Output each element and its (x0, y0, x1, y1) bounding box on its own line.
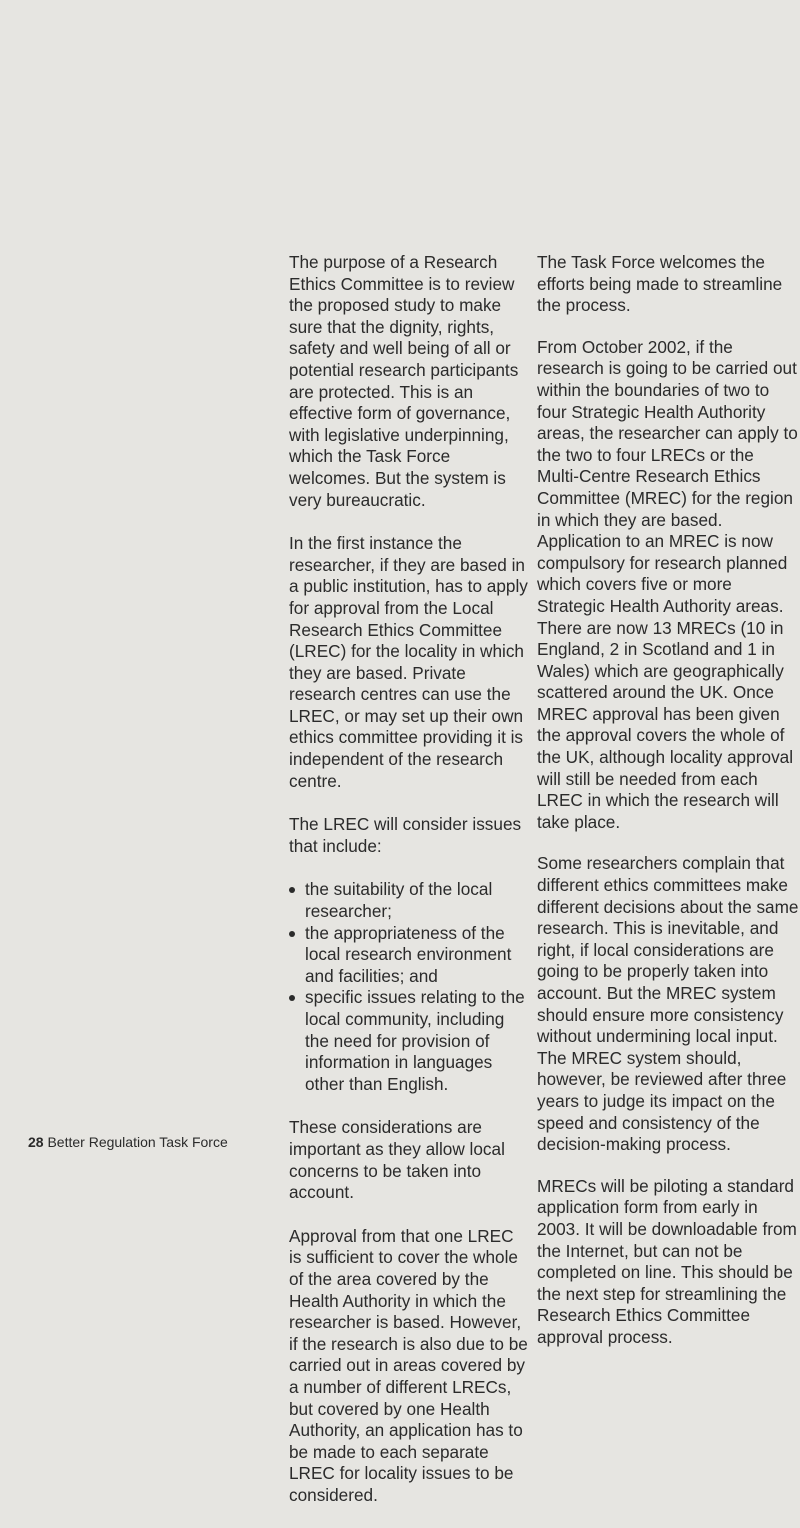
list-item-text: the suitability of the local researcher; (305, 879, 493, 922)
body-paragraph: In the first instance the researcher, if they are based in a public institution, has to apply for approval from the Local Research Ethics Committee (LREC) for the locality in which they are based. Private research centres can use the LREC, or may set up their own ethics committee providing it is independent of the research centre. (289, 533, 528, 791)
body-paragraph: The purpose of a Research Ethics Committee is to review the proposed study to make sure that the dignity, rights, safety and well being of all or potential research participants are protected. This is an effective form of governance, with legislative underpinning, which the Task Force welcomes. But the system is very bureaucratic. (289, 252, 519, 510)
list-item (289, 879, 529, 922)
bullet-icon (289, 995, 295, 1001)
body-paragraph: Some researchers complain that different ethics committees make different decisions about the same research. This is inevitable, and right, if local considerations are going to be properly taken into account. But the MREC system should ensure more consistency without undermining local input. The MREC system should, however, be reviewed after three years to judge its impact on the speed and consistency of the decision-making process. (537, 853, 799, 1155)
body-paragraph: MRECs will be piloting a standard application form from early in 2003. It will be downloadable from the Internet, but can not be completed on line. This should be the next step for streamlining the Research Ethics Committee approval process. (537, 1175, 797, 1347)
right-column (537, 252, 799, 1369)
list-item (289, 923, 529, 988)
list-item (289, 987, 529, 1095)
left-column (289, 252, 529, 1528)
publication-name: Better Regulation Task Force (47, 1134, 228, 1150)
body-paragraph: Approval from that one LREC is sufficient to cover the whole of the area covered by the Health Authority in which the researcher is based. However, if the research is also due to be carried out in areas covered by a number of different LRECs, but covered by one Health Authority, an application has to be made to each separate LREC for locality issues to be considered. (289, 1225, 528, 1505)
body-paragraph: These considerations are important as they allow local concerns to be taken into account. (289, 1117, 505, 1203)
bullet-icon (289, 887, 295, 893)
list-item-text: specific issues relating to the local community, including the need for provision of information in languages other than English. (305, 987, 525, 1094)
page-footer (28, 1134, 228, 1150)
page-number: 28 (28, 1134, 44, 1150)
bullet-icon (289, 931, 295, 937)
list-item-text: the appropriateness of the local research environment and facilities; and (305, 922, 512, 986)
bullet-list (289, 879, 529, 1095)
body-paragraph: The Task Force welcomes the efforts being made to streamline the process. (537, 252, 783, 316)
body-paragraph: From October 2002, if the research is going to be carried out within the boundaries of two to four Strategic Health Authority areas, the researcher can apply to the two to four LRECs or the Multi-Centre Research Ethics Committee (MREC) for the region in which they are based. Application to an MREC is now compulsory for research planned which covers five or more Strategic Health Authority areas. There are now 13 MRECs (10 in England, 2 in Scotland and 1 in Wales) which are geographically scattered around the UK. Once MREC approval has been given the approval covers the whole of the UK, although locality approval will still be needed from each LREC in which the research will take place. (537, 336, 798, 832)
body-paragraph: The LREC will consider issues that include: (289, 814, 522, 856)
